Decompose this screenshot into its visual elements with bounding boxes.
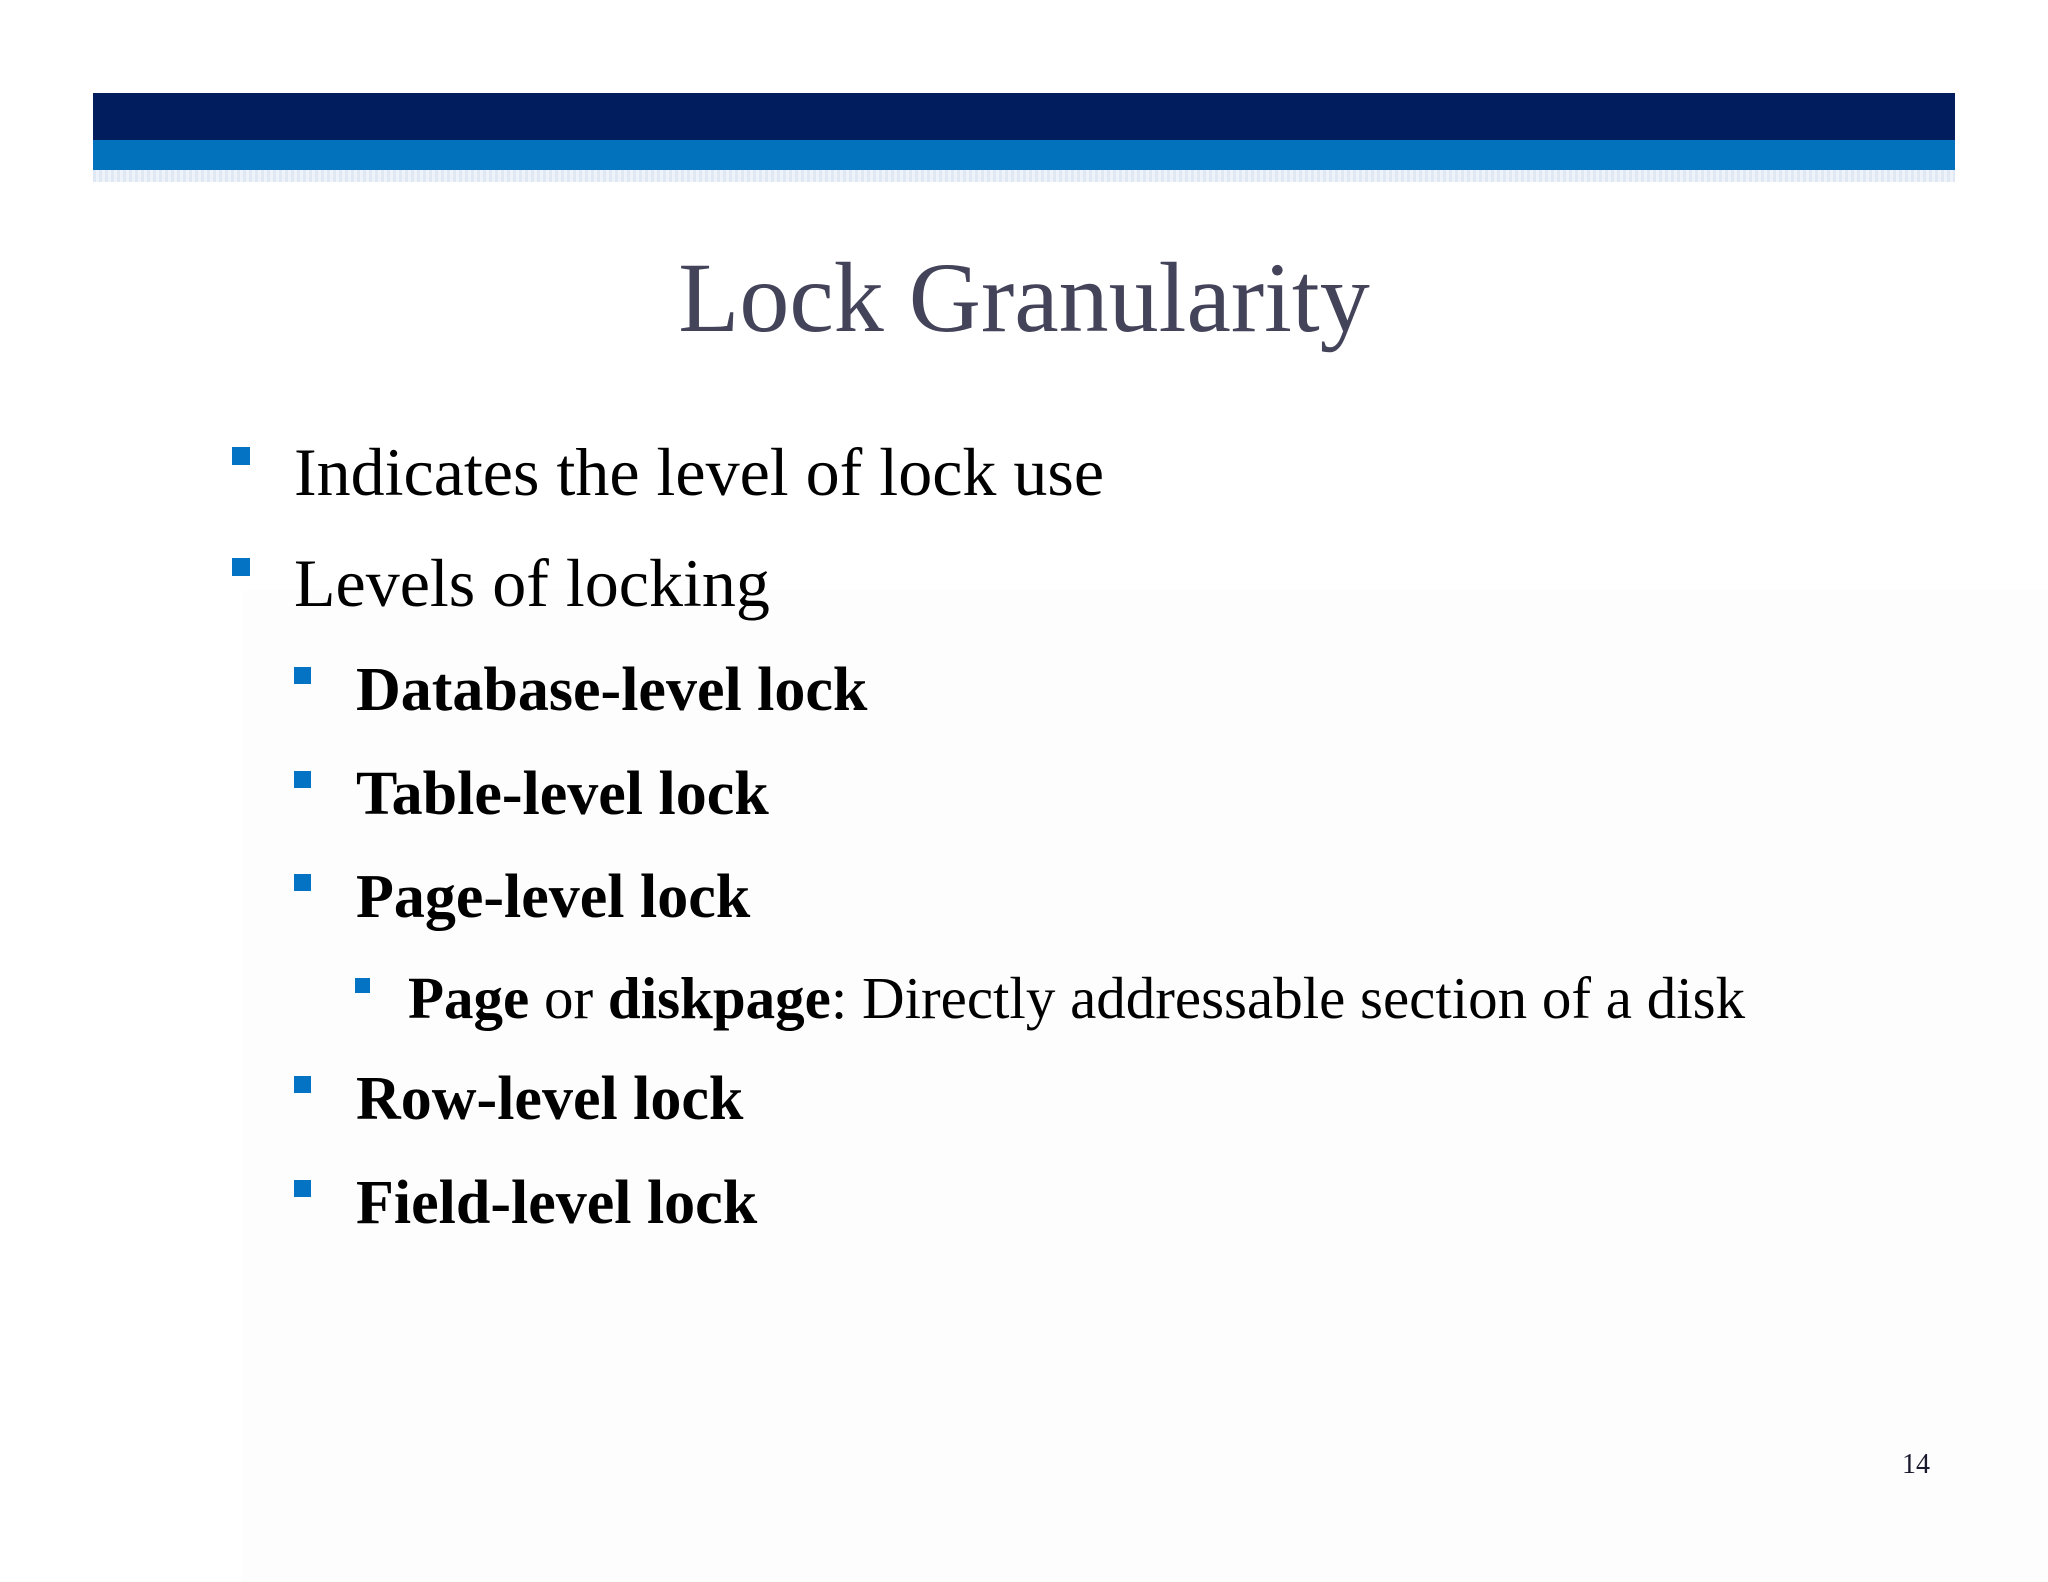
sub-bullet-page-level-lock xyxy=(294,860,750,934)
definition-text: : Directly addressable section of a disk xyxy=(830,965,1746,1031)
square-bullet-icon xyxy=(232,558,250,576)
square-bullet-icon xyxy=(294,667,311,684)
sub-bullet-table-level-lock xyxy=(294,757,769,831)
definition-connector: or xyxy=(529,965,608,1031)
bullet-text: Indicates the level of lock use xyxy=(294,434,1105,510)
square-bullet-icon xyxy=(294,1076,311,1093)
header-band-blue xyxy=(93,140,1955,170)
sub-bullet-text: Row-level lock xyxy=(356,1065,744,1133)
header-band-dark xyxy=(93,93,1955,140)
sub-bullet-text: Database-level lock xyxy=(356,656,868,724)
square-bullet-icon xyxy=(294,874,311,891)
bullet-text: Levels of locking xyxy=(294,545,770,621)
definition-term-diskpage: diskpage xyxy=(607,965,831,1031)
sub-bullet-field-level-lock xyxy=(294,1166,757,1240)
bullet-levels-of-locking xyxy=(232,543,770,623)
definition-line xyxy=(408,963,1745,1033)
header-band-fade xyxy=(93,170,1955,182)
square-bullet-icon xyxy=(232,447,250,465)
slide-title: Lock Granularity xyxy=(678,242,1370,353)
sub-bullet-text: Field-level lock xyxy=(356,1169,758,1237)
square-bullet-icon xyxy=(294,1180,311,1197)
sub-bullet-text: Page-level lock xyxy=(356,863,751,931)
sub-bullet-database-level-lock xyxy=(294,653,867,727)
sub-bullet-row-level-lock xyxy=(294,1062,743,1136)
square-bullet-icon xyxy=(355,978,370,993)
square-bullet-icon xyxy=(294,771,311,788)
bullet-level-of-lock-use xyxy=(232,432,1104,512)
sub-bullet-text: Table-level lock xyxy=(356,760,769,828)
definition-term-page: Page xyxy=(408,965,530,1031)
definition-bullet-page xyxy=(355,963,1745,1033)
page-number: 14 xyxy=(1902,1449,1930,1480)
